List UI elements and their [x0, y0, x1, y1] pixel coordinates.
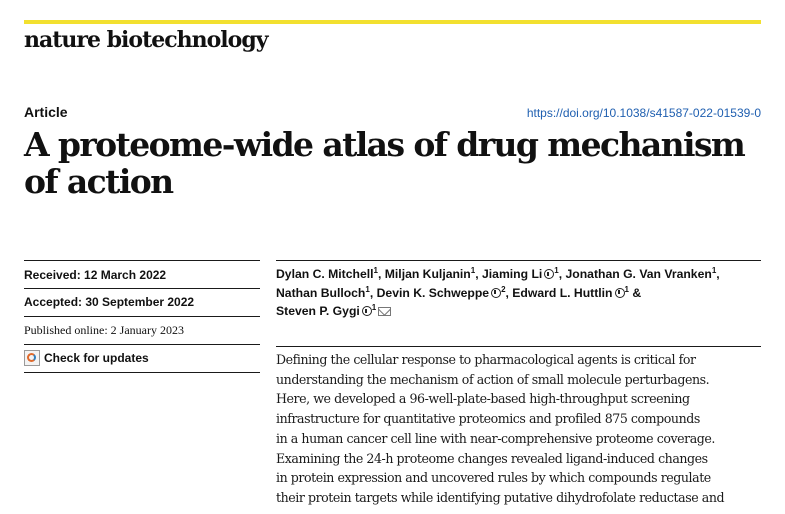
author-name[interactable]: [565, 266, 720, 281]
abstract-line: in a human cancer cell line with near-comprehensive proteome coverage.: [276, 430, 715, 446]
divider: [276, 346, 761, 347]
orcid-icon[interactable]: [362, 306, 372, 316]
author-name-text: Jiaming Li: [482, 267, 543, 281]
author-name-text: Jonathan G. Van Vranken: [565, 267, 712, 281]
abstract-line: their protein targets while identifying putative dihydrofolate reductase and: [276, 489, 725, 505]
author-name[interactable]: [276, 267, 378, 281]
author-separator: ,: [475, 267, 482, 281]
author-name[interactable]: [385, 267, 475, 281]
author-separator: &: [628, 285, 642, 300]
article-title: [24, 126, 764, 200]
orcid-icon[interactable]: [615, 288, 625, 298]
abstract-line: Examining the 24-h proteome changes revealed ligand-induced changes: [276, 450, 708, 466]
author-separator: ,: [716, 267, 720, 281]
abstract: [276, 350, 766, 508]
author-name[interactable]: [276, 286, 370, 300]
author-name[interactable]: [512, 286, 629, 300]
abstract-line: understanding the mechanism of action of small molecule perturbagens.: [276, 371, 710, 387]
affiliation-number: 1: [470, 266, 476, 275]
affiliation-number: 1: [373, 266, 378, 275]
affiliation-number: 2: [501, 284, 506, 294]
author-separator: ,: [377, 267, 385, 281]
abstract-line: infrastructure for quantitative proteomics and profiled 875 compounds: [276, 411, 700, 427]
divider: [276, 260, 761, 261]
divider: [24, 344, 260, 345]
check-for-updates-button[interactable]: [24, 350, 149, 366]
abstract-line: Here, we developed a 96-well-plate-based high-throughput screening: [276, 391, 690, 407]
author-name-text: Steven P. Gygi: [276, 304, 360, 318]
author-separator: ,: [369, 285, 377, 300]
accepted-date: Accepted: 30 September 2022: [24, 295, 195, 309]
author-name-text: Devin K. Schweppe: [376, 285, 490, 300]
check-for-updates-label: Check for updates: [44, 351, 149, 365]
author-name[interactable]: [377, 286, 506, 300]
author-name-text: Nathan Bulloch: [276, 285, 366, 300]
author-separator: ,: [558, 267, 566, 281]
affiliation-number: 1: [371, 303, 377, 312]
doi-link[interactable]: https://doi.org/10.1038/s41587-022-01539-0: [526, 106, 761, 120]
affiliation-number: 1: [711, 266, 717, 275]
orcid-icon[interactable]: [491, 288, 501, 298]
published-date: Published online: 2 January 2023: [24, 323, 184, 337]
affiliation-number: 1: [365, 284, 370, 294]
email-icon[interactable]: [378, 307, 391, 316]
journal-name: nature biotechnology: [24, 27, 268, 53]
affiliation-number: 1: [554, 266, 559, 275]
article-type: Article: [24, 104, 68, 120]
author-separator: ,: [505, 285, 513, 300]
abstract-line: in protein expression and uncovered rules by which compounds regulate: [276, 470, 711, 486]
author-name-text: Miljan Kuljanin: [384, 267, 471, 281]
affiliation-number: 1: [624, 284, 629, 294]
divider: [24, 372, 260, 373]
title-line: of action: [24, 162, 173, 201]
abstract-line: Defining the cellular response to pharmacological agents is critical for: [276, 352, 696, 367]
divider: [24, 288, 260, 289]
author-name[interactable]: [276, 304, 391, 318]
author-list: [276, 265, 756, 321]
orcid-icon[interactable]: [544, 269, 554, 279]
author-name[interactable]: [482, 267, 559, 281]
divider: [24, 260, 260, 261]
author-name-text: Dylan C. Mitchell: [276, 267, 374, 281]
journal-accent-rule: [24, 20, 761, 24]
divider: [24, 316, 260, 317]
received-date: Received: 12 March 2022: [24, 268, 167, 282]
title-line: A proteome-wide atlas of drug mechanism: [24, 125, 745, 164]
author-name-text: Edward L. Huttlin: [512, 285, 613, 300]
check-for-updates-icon: [24, 350, 40, 366]
